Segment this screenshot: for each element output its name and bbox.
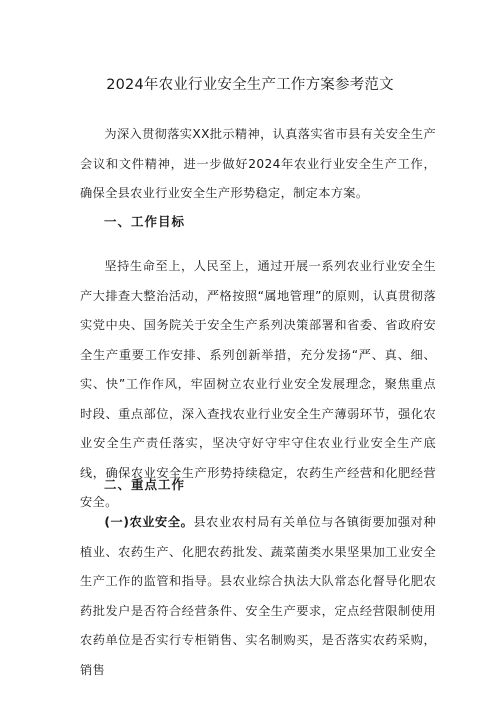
section-heading-key-work: 二、重点工作 [104, 477, 186, 492]
section-heading-goals: 一、工作目标 [104, 214, 186, 229]
item-body: 县农业农村局有关单位与各镇街要加强对种植业、农药生产、化肥农药批发、蔬菜菌类水果坚果加工业安全生产工作的监管和指导。县农业综合执法大队常态化督导化肥农药批发户是否符合经营条件、安全生产要求，定点经营限制使用农药单位是否实行专柜销售、实名制购买，是否落实农药采购，销售 [80, 515, 436, 677]
agriculture-safety-paragraph [80, 508, 436, 685]
document-title: 2024年农业行业安全生产工作方案参考范文 [106, 77, 394, 93]
item-lead: (一)农业安全。 [104, 515, 194, 529]
goals-paragraph: 坚持生命至上，人民至上，通过开展一系列农业行业安全生产大排查大整治活动，严格按照“属地管理”的原则，认真贯彻落实党中央、国务院关于安全生产系列决策部署和省委、省政府安全生产重要工作安排、系列创新举措，充分发扬“严、真、细、实、快”工作作风，牢固树立农业行业安全发展理念，聚焦重点时段、重点部位，深入查找农业行业安全生产薄弱环节，强化农业安全生产责任落实，坚决守好守牢守住农业行业安全生产底线，确保农业安全生产形势持续稳定，农药生产经营和化肥经营安全。 [80, 259, 436, 509]
intro-paragraph: 为深入贯彻落实XX批示精神，认真落实省市县有关安全生产会议和文件精神，进一步做好2024年农业行业安全生产工作，确保全县农业行业安全生产形势稳定，制定本方案。 [80, 127, 436, 200]
